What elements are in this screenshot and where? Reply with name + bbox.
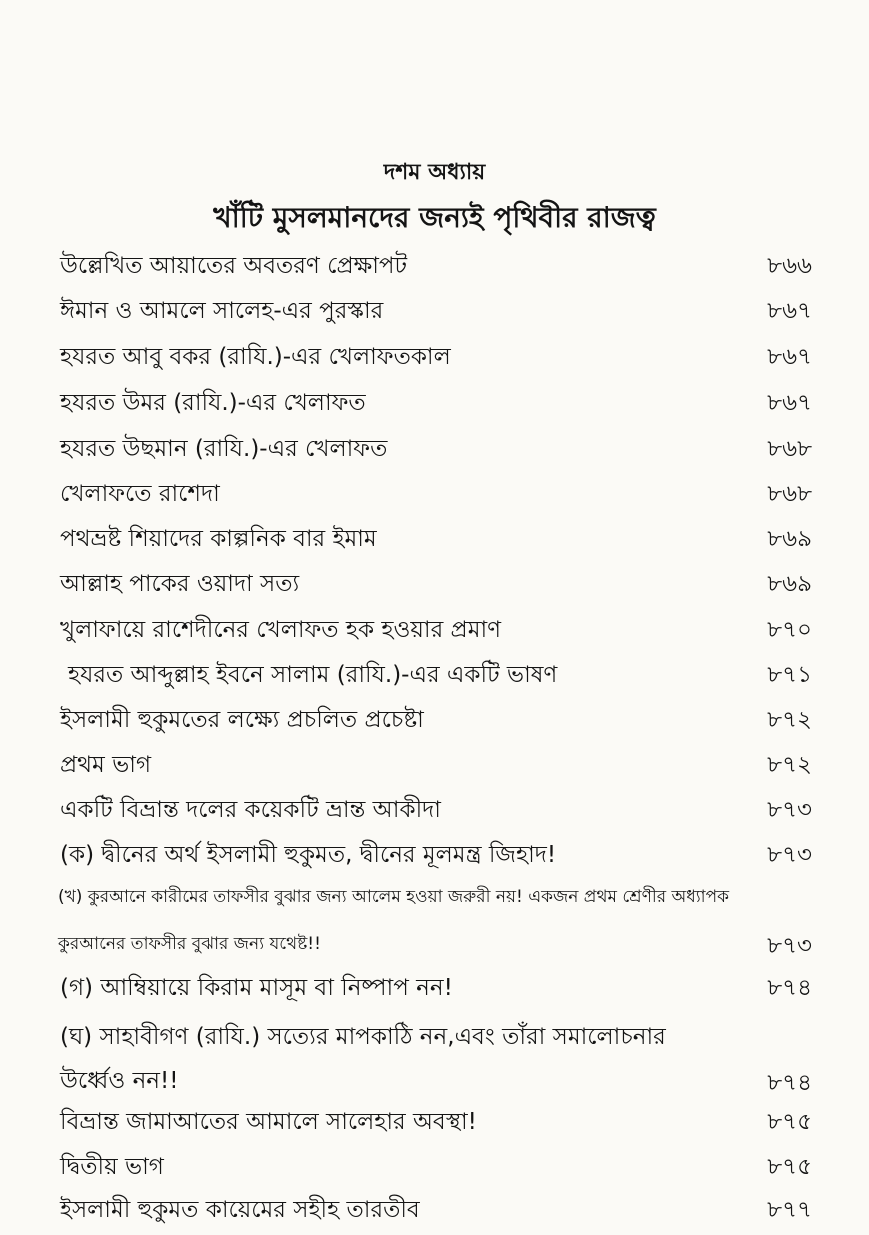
toc-entry-title: (খ) কুরআনে কারীমের তাফসীর বুঝার জন্য আলেম হওয়া জরুরী নয়! একজন প্রথম শ্রেণীর অধ্যাপক (58, 887, 730, 907)
toc-entry-title: দ্বিতীয় ভাগ (60, 1153, 164, 1180)
chapter-title: খাঁটি মুসলমানদের জন্যই পৃথিবীর রাজত্ব (213, 201, 656, 234)
toc-entry (60, 519, 812, 559)
toc-entry-title: (ক) দ্বীনের অর্থ ইসলামী হুকুমত, দ্বীনের মূলমন্ত্র জিহাদ! (60, 841, 557, 868)
toc-entry-page: ৮৭৪ (767, 974, 812, 1001)
toc-entry (60, 429, 812, 469)
toc-entry-page: ৮৭৩ (767, 796, 812, 823)
toc-entry-page: ৮৭৩ (767, 841, 812, 868)
toc-entry-title: হযরত উছমান (রাযি.)-এর খেলাফত (60, 435, 388, 462)
toc-entry-title: ঈমান ও আমলে সালেহ-এর পুরস্কার (60, 297, 384, 324)
toc-entry-page: ৮৬৭ (767, 343, 812, 370)
toc-entry-page: ৮৬৮ (767, 480, 812, 507)
toc-entry-page: ৮৭৪ (767, 1070, 812, 1096)
toc-entry (60, 1147, 812, 1187)
toc-entry (60, 383, 812, 423)
toc-entry-title: (গ) আম্বিয়ায়ে কিরাম মাসূম বা নিষ্পাপ নন! (60, 974, 453, 1001)
toc-entry (60, 291, 812, 331)
toc-entry (60, 790, 812, 830)
toc-entry (60, 1102, 812, 1142)
toc-entry (60, 564, 812, 604)
toc-entry-page: ৮৬৯ (767, 525, 812, 552)
toc-entry-title: হযরত আবু বকর (রাযি.)-এর খেলাফতকাল (60, 343, 451, 370)
toc-entry (60, 246, 812, 286)
toc-entry-title: একটি বিভ্রান্ত দলের কয়েকটি ভ্রান্ত আকীদা (60, 796, 441, 823)
toc-entry (60, 1190, 812, 1230)
toc-entry (60, 700, 812, 740)
toc-entry (60, 610, 812, 650)
toc-entry-title: বিভ্রান্ত জামাআতের আমালে সালেহার অবস্থা! (60, 1108, 477, 1135)
toc-entry-page: ৮৬৬ (767, 252, 812, 279)
toc-entry-page: ৮৭৫ (767, 1108, 812, 1135)
toc-entry (60, 968, 812, 1008)
chapter-heading: দশম অধ্যায় (383, 160, 486, 185)
toc-entry-title: পথভ্রষ্ট শিয়াদের কাল্পনিক বার ইমাম (60, 525, 377, 552)
toc-entry-title: ইসলামী হুকুমত কায়েমের সহীহ তারতীব (60, 1196, 420, 1223)
toc-entry (60, 835, 812, 875)
toc-entry-page: ৮৬৭ (767, 389, 812, 416)
toc-entry-page: ৮৭২ (767, 706, 812, 733)
toc-entry (60, 474, 812, 514)
toc-entry (60, 745, 812, 785)
toc-entry-title: আল্লাহ পাকের ওয়াদা সত্য (60, 570, 300, 597)
toc-entry-page: ৮৭১ (767, 661, 812, 688)
toc-entry-page: ৮৭০ (767, 616, 812, 643)
toc-entry-title: খেলাফতে রাশেদা (60, 480, 220, 507)
toc-entry-title-continued: উর্ধ্বেও নন!! (60, 1068, 179, 1094)
toc-entry-page: ৮৭৩ (767, 933, 812, 959)
toc-entry (60, 337, 812, 377)
toc-entry-page: ৮৭৭ (767, 1196, 812, 1223)
toc-entry-page: ৮৭২ (767, 751, 812, 778)
toc-entry-title: হযরত আব্দুল্লাহ ইবনে সালাম (রাযি.)-এর একটি ভাষণ (68, 661, 558, 688)
toc-entry-title: (ঘ) সাহাবীগণ (রাযি.) সত্যের মাপকাঠি নন,এবং তাঁরা সমালোচনার (60, 1024, 666, 1050)
toc-entry-page: ৮৬৮ (767, 435, 812, 462)
toc-entry-title: খুলাফায়ে রাশেদীনের খেলাফত হক হওয়ার প্রমাণ (60, 616, 502, 643)
toc-entry-page: ৮৬৯ (767, 570, 812, 597)
toc-entry-title: উল্লেখিত আয়াতের অবতরণ প্রেক্ষাপট (60, 252, 408, 279)
toc-entry-page: ৮৬৭ (767, 297, 812, 324)
toc-entry-title: ইসলামী হুকুমতের লক্ষ্যে প্রচলিত প্রচেষ্টা (60, 706, 424, 733)
toc-entry-page: ৮৭৫ (767, 1153, 812, 1180)
toc-entry-title-continued: কুরআনের তাফসীর বুঝার জন্য যথেষ্ট!! (58, 934, 321, 954)
toc-entry-title: প্রথম ভাগ (60, 751, 152, 778)
toc-entry (68, 655, 812, 695)
toc-entry-title: হযরত উমর (রাযি.)-এর খেলাফত (60, 389, 366, 416)
